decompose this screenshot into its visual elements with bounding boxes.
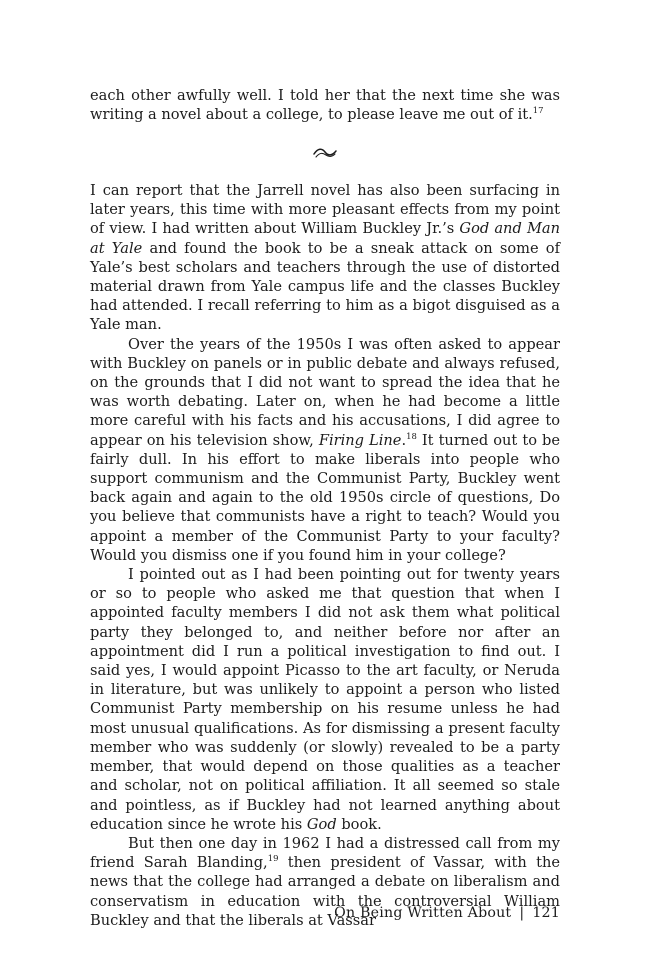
footnote-marker: 18 [406,430,417,441]
swash-ornament-icon [310,143,340,163]
paragraph-4: But then one day in 1962 I had a distressed call from my friend Sarah Blanding,$^{19}$ then president of Vassar, with the news that the college had arranged a debate on liberalism and conservatism in education with the controversial William Buckley and that the liberals at Vassar [90,834,561,929]
footer-separator: | [519,905,525,921]
paragraph-3: I pointed out as I had been pointing out for twenty years or so to people who asked me that question that when I appointed faculty members I did not ask them what political party they belonged to, and neither before nor after an appointment did I run a political investigation to find out. I said yes, I would appoint Picasso to the art faculty, or Neruda in literature, but was unlikely to appoint a person who listed Communist Party membership on his resume unless he had most unusual qualifications. As for dismissing a present faculty member who was suddenly (or slowly) revealed to be a party member, that would depend on those qualities as a teacher and scholar, not on political affiliation. It all seemed so stale and pointless, as if Buckley had not learned anything about education since he wrote his God book. [90,566,560,833]
footnote-marker: 17 [532,105,544,116]
page-number: 121 [532,905,560,921]
running-footer [334,905,560,921]
paragraph-2: Over the years of the 1950s I was often asked to appear with Buckley on panels or in public debate and always refused, on the grounds that I did not want to spread the idea that he was worth debating. Later on, when he had become a little more careful with his facts and his accusations, I did agree to appear on his television show, Firing Line.$^{18}$ It turned out to be fairly dull. In his effort to make liberals into people who support communism and the Communist Party, Buckley went back again and again to the old 1950s circle of questions, Do you believe that communists have a right to teach? Would you appoint a member of the Communist Party to your faculty? Would you dismiss one if you found him in your college? [90,335,561,564]
footnote-marker: 19 [267,853,279,864]
book-title: God [306,815,337,833]
running-title: On Being Written About [334,905,512,921]
paragraph-1: I can report that the Jarrell novel has also been surfacing in later years, this time with more pleasant effects from my point of view. I had written about William Buckley Jr.’s God and Man at Yale and found the book to be a sneak attack on some of Yale’s best scholars and teachers through the use of distorted material drawn from Yale campus life and the classes Buckley had attended. I recall referring to him as a bigot disguised as a Yale man. [90,182,560,334]
paragraph-text: each other awfully well. I told her that the next time she was writing a novel about a college, to please leave me out of it. [90,87,560,124]
continued-paragraph [90,86,560,124]
show-title: Firing Line [318,431,402,449]
book-title: God and Man at Yale [90,220,560,257]
main-text [90,181,560,930]
